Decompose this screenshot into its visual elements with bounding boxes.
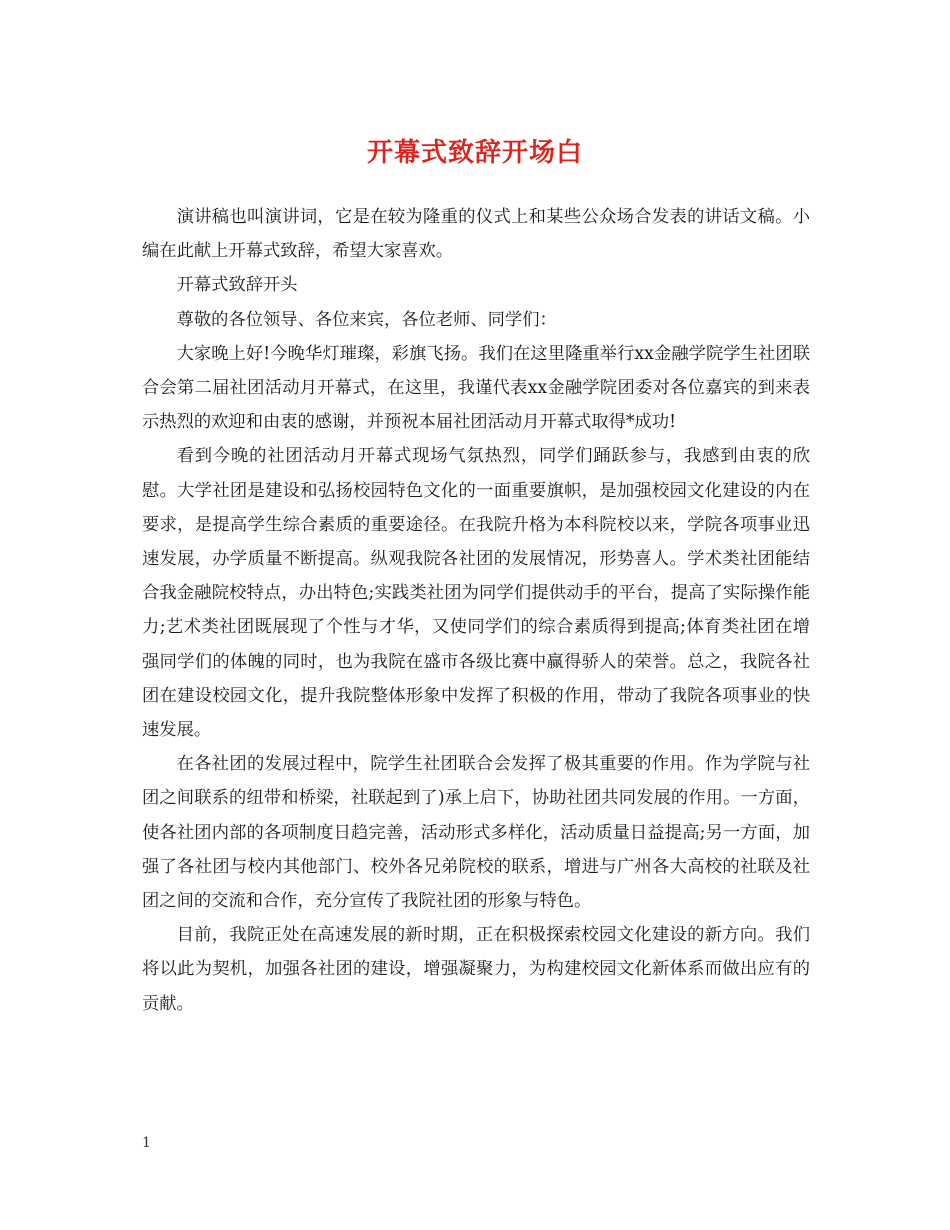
paragraph-conclusion: 目前，我院正处在高速发展的新时期，正在积极探索校园文化建设的新方向。我们将以此为契机，加强各社团的建设，增强凝聚力，为构建校园文化新体系而做出应有的贡献。 <box>142 925 810 1014</box>
paragraph-student-union: 在各社团的发展过程中，院学生社团联合会发挥了极其重要的作用。作为学院与社团之间联系的纽带和桥梁，社联起到了)承上启下，协助社团共同发展的作用。一方面，使各社团内部的各项制度日趋完善，活动形式多样化，活动质量日益提高;另一方面，加强了各社团与校内其他部门、校外各兄弟院校的联系，增进与广州各大高校的社联及社团之间的交流和合作，充分宣传了我院社团的形象与特色。 <box>142 754 810 912</box>
paragraph-heading-opening: 开幕式致辞开头 <box>176 275 298 296</box>
paragraph-salutation: 尊敬的各位领导、各位来宾，各位老师、同学们： <box>176 309 557 330</box>
document-body <box>142 200 810 1021</box>
paragraph-clubs-overview: 看到今晚的社团活动月开幕式现场气氛热烈，同学们踊跃参与，我感到由衷的欣慰。大学社团是建设和弘扬校园特色文化的一面重要旗帜，是加强校园文化建设的内在要求，是提高学生综合素质的重要途径。在我院升格为本科院校以来，学院各项事业迅速发展，办学质量不断提高。纵观我院各社团的发展情况，形势喜人。学术类社团能结合我金融院校特点，办出特色;实践类社团为同学们提供动手的平台，提高了实际操作能力;艺术类社团既展现了个性与才华，又使同学们的综合素质得到提高;体育类社团在增强同学们的体魄的同时，也为我院在盛市各级比赛中赢得骄人的荣誉。总之，我院各社团在建设校园文化，提升我院整体形象中发挥了积极的作用，带动了我院各项事业的快速发展。 <box>142 446 810 741</box>
document-title: 开幕式致辞开场白 <box>366 138 583 168</box>
paragraph-intro: 演讲稿也叫演讲词，它是在较为隆重的仪式上和某些公众场合发表的讲话文稿。小编在此献上开幕式致辞，希望大家喜欢。 <box>142 207 810 262</box>
paragraph-greeting: 大家晚上好!今晚华灯璀璨，彩旗飞扬。我们在这里隆重举行xx金融学院学生社团联合会第二届社团活动月开幕式，在这里，我谨代表xx金融学院团委对各位嘉宾的到来表示热烈的欢迎和由衷的感谢，并预祝本届社团活动月开幕式取得*成功! <box>142 343 810 433</box>
page-number: 1 <box>142 1135 151 1151</box>
